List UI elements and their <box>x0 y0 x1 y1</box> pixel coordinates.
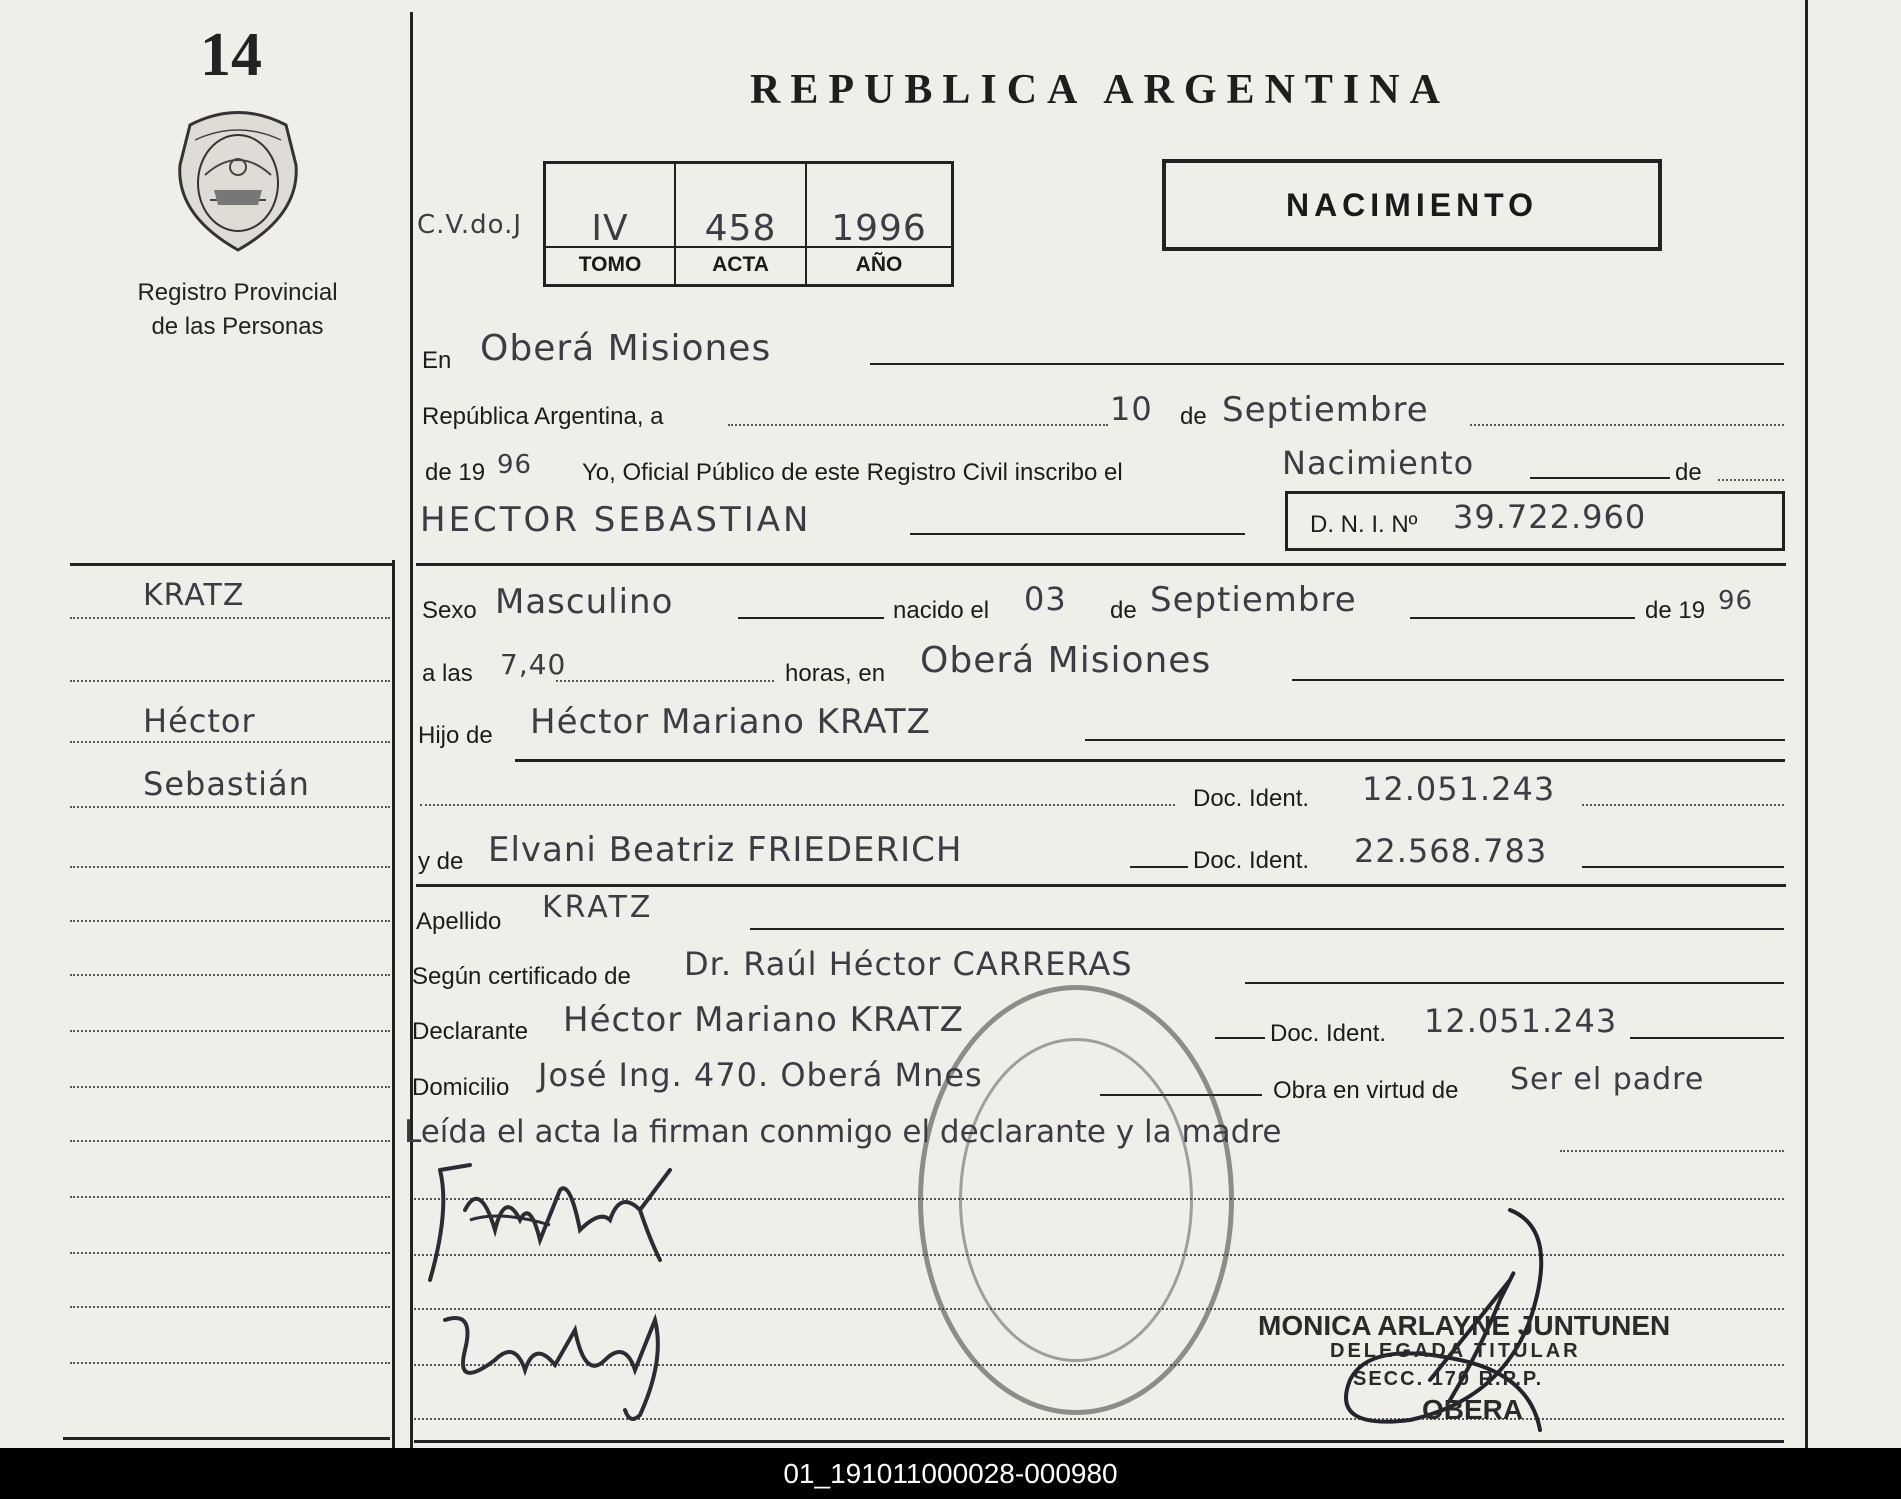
section-rule <box>416 563 1786 566</box>
label-sexo: Sexo <box>422 597 477 624</box>
fill-line <box>1410 617 1635 619</box>
sex-value: Masculino <box>495 582 674 622</box>
margin-rule <box>70 563 392 566</box>
fill-line <box>750 928 1784 930</box>
fill-line <box>1085 739 1785 741</box>
label-y-de: y de <box>418 848 464 875</box>
mother-signature-icon <box>425 1300 685 1435</box>
misiones-seal-icon <box>170 105 306 255</box>
margin-line <box>70 920 390 922</box>
declarant-capacity: Ser el padre <box>1510 1062 1705 1097</box>
registry-line-1: Registro Provincial <box>137 279 338 306</box>
label-domicilio: Domicilio <box>412 1074 510 1101</box>
page-number: 14 <box>200 21 262 89</box>
label-apellido: Apellido <box>416 908 502 935</box>
official-title: DELEGADA TITULAR <box>1330 1340 1581 1362</box>
column-divider <box>392 560 395 1448</box>
child-name: HECTOR SEBASTIAN <box>420 500 812 540</box>
anio-label: AÑO <box>807 246 951 284</box>
surname-value: KRATZ <box>542 890 654 925</box>
label-dni: D. N. I. Nº <box>1310 511 1418 538</box>
tomo-value: IV <box>591 208 629 249</box>
father-name: Héctor Mariano KRATZ <box>530 702 931 742</box>
label-de-19: de 19 <box>425 459 486 486</box>
margin-line <box>70 1030 390 1032</box>
fill-line <box>556 680 774 682</box>
label-de: de <box>1180 403 1207 430</box>
margin-given-1: Héctor <box>143 702 256 740</box>
bottom-rule <box>414 1440 1784 1443</box>
birth-year: 96 <box>1718 586 1754 616</box>
label-nacido: nacido el <box>893 597 990 624</box>
label-horas: horas, en <box>785 660 886 687</box>
birth-place: Oberá Misiones <box>920 640 1212 681</box>
anio-value: 1996 <box>831 208 927 249</box>
act-type: Nacimiento <box>1282 444 1475 482</box>
margin-line <box>70 1196 390 1198</box>
margin-line <box>70 974 390 976</box>
address-value: José Ing. 470. Oberá Mnes <box>538 1056 983 1094</box>
official-section: SECC. 170 R.P.P. <box>1353 1368 1544 1390</box>
fill-line <box>728 424 1108 426</box>
label-segun: Según certificado de <box>412 963 631 990</box>
margin-line <box>70 741 390 743</box>
margin-line <box>70 617 390 619</box>
margin-line <box>70 680 390 682</box>
birth-day: 03 <box>1024 580 1067 618</box>
registry-line-2: de las Personas <box>151 313 324 340</box>
label-doc-ident-declarant: Doc. Ident. <box>1270 1020 1387 1047</box>
stamp-inner-ring <box>959 1038 1193 1362</box>
label-a-las: a las <box>422 660 473 687</box>
official-stamp-icon <box>918 985 1234 1415</box>
anio-cell <box>807 164 951 284</box>
fill-line <box>1630 1037 1784 1039</box>
label-de-birth: de <box>1110 597 1137 624</box>
margin-line <box>70 1306 390 1308</box>
father-doc: 12.051.243 <box>1362 770 1556 808</box>
fill-line <box>420 804 1175 806</box>
fill-line <box>910 533 1245 535</box>
fill-line <box>1530 477 1670 479</box>
record-table <box>543 161 954 287</box>
acta-value: 458 <box>704 208 777 249</box>
tomo-label: TOMO <box>546 246 674 284</box>
document-title: REPUBLICA ARGENTINA <box>750 67 1450 113</box>
right-edge-rule <box>1805 0 1808 1448</box>
margin-surname: KRATZ <box>143 578 245 613</box>
margin-line <box>70 806 390 808</box>
declarant-signature-icon <box>410 1150 710 1305</box>
fill-line <box>1245 982 1784 984</box>
registration-place: Oberá Misiones <box>480 328 772 369</box>
label-declarante: Declarante <box>412 1018 529 1045</box>
margin-bottom-rule <box>63 1437 390 1440</box>
registration-year: 96 <box>497 450 533 480</box>
label-obra: Obra en virtud de <box>1273 1077 1459 1104</box>
certificate-doctor: Dr. Raúl Héctor CARRERAS <box>684 945 1133 983</box>
dni-box <box>1285 491 1785 551</box>
image-identifier: 01_191011000028-000980 <box>0 1448 1901 1499</box>
mother-doc: 22.568.783 <box>1354 832 1548 870</box>
official-name: MONICA ARLAYNE JUNTUNEN <box>1258 1310 1671 1341</box>
fill-line <box>1560 1150 1784 1152</box>
fill-line <box>1470 424 1784 426</box>
margin-line <box>70 1362 390 1364</box>
closing-statement: Leída el acta la firman conmigo el declarante y la madre <box>404 1114 1282 1150</box>
margin-given-2: Sebastián <box>143 765 310 803</box>
section-rule <box>416 884 1786 887</box>
declarant-doc: 12.051.243 <box>1424 1002 1618 1040</box>
document-type-box: NACIMIENTO <box>1162 159 1662 251</box>
margin-line <box>70 1086 390 1088</box>
fill-line <box>1130 866 1188 868</box>
birth-month: Septiembre <box>1150 580 1357 620</box>
label-republica: República Argentina, a <box>422 403 664 430</box>
mother-name: Elvani Beatriz FRIEDERICH <box>488 830 963 870</box>
fill-line <box>1215 1037 1265 1039</box>
registry-name <box>110 276 365 344</box>
margin-line <box>70 1252 390 1254</box>
fill-line <box>515 759 1785 762</box>
label-inscribo: Yo, Oficial Público de este Registro Civil inscribo el <box>582 459 1123 486</box>
label-doc-ident-mother: Doc. Ident. <box>1193 847 1310 874</box>
fill-line <box>870 363 1784 365</box>
dni-value: 39.722.960 <box>1453 498 1647 536</box>
label-de-act: de <box>1675 459 1702 486</box>
birth-time: 7,40 <box>500 648 567 681</box>
official-city: OBERA <box>1422 1394 1524 1425</box>
label-doc-ident-father: Doc. Ident. <box>1193 785 1310 812</box>
registration-day: 10 <box>1110 390 1153 428</box>
margin-note: C.V.do.J <box>417 210 523 240</box>
acta-label: ACTA <box>676 246 805 284</box>
declarant-name: Héctor Mariano KRATZ <box>563 1000 964 1040</box>
registration-month: Septiembre <box>1222 390 1429 430</box>
tomo-cell <box>546 164 676 284</box>
label-de-19-birth: de 19 <box>1645 597 1706 624</box>
fill-line <box>1582 804 1784 806</box>
fill-line <box>1582 866 1784 868</box>
fill-line <box>1718 479 1784 481</box>
acta-cell <box>676 164 807 284</box>
fill-line <box>738 617 884 619</box>
label-hijo: Hijo de <box>418 722 493 749</box>
fill-line <box>1292 679 1784 681</box>
label-en: En <box>422 347 452 374</box>
margin-line <box>70 1140 390 1142</box>
margin-line <box>70 866 390 868</box>
